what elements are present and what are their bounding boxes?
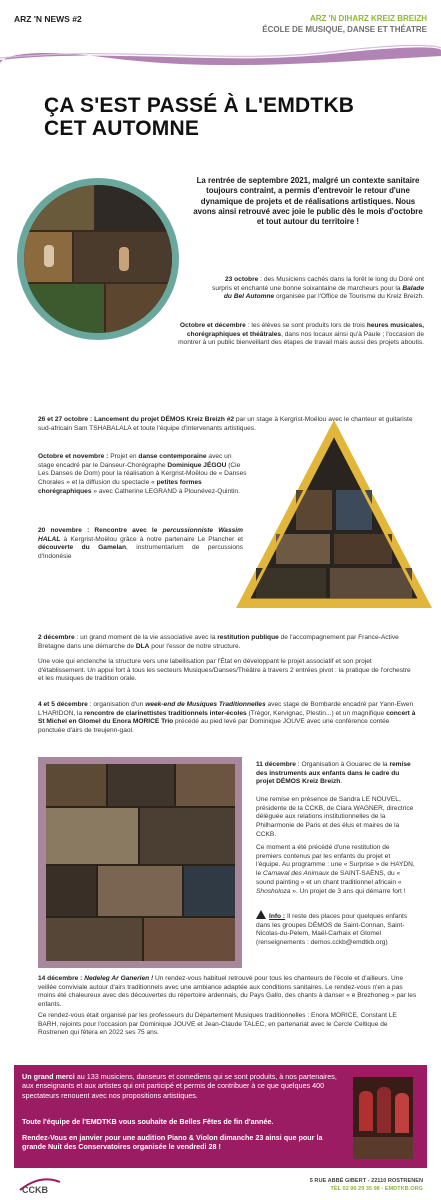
warning-icon (256, 910, 266, 919)
page-title (44, 94, 354, 140)
footer-contact: TÉL 02 96 29 35 98 - EMDTKB.ORG (330, 1186, 423, 1192)
dec45-text3: (Trégor, Kervignac, Plestin...) et un magnifique (246, 709, 387, 717)
cckb-logo (18, 1172, 62, 1196)
triangle-photo-collage (236, 420, 432, 608)
info-label: Info : (269, 913, 286, 920)
dec11-bold: remise des instruments aux enfants dans le cadre du projet DÉMOS Kreiz Breizh (256, 761, 411, 786)
org-subtitle: ÉCOLE DE MUSIQUE, DANSE ET THÉATRE (262, 25, 427, 34)
wishes-text: Toute l'équipe de l'EMDTKB vous souhaite de Belles Fêtes de fin d'année. (22, 1117, 274, 1126)
dec11-text: : Organisation à Gouarec de la (295, 761, 390, 768)
dance-text2: avec un stage encadré par le Danseur-Chorégraphe (38, 453, 232, 469)
info-text: Il reste des places pour quelques enfants dans les groupes DÉMOS de Saint-Connan, Saint-Nicolas-du-Pelem, Maël-Carhaix et Glomel (renseignements : demos.cckb@emdtkb.org) (256, 913, 408, 947)
footer-photo (353, 1077, 413, 1159)
dec11-paragraph-3 (256, 844, 416, 896)
dance-name: Dominique JÉGOU (167, 461, 227, 469)
dec45-date: 4 et 5 décembre (38, 701, 88, 708)
dec11-para3c: ». Un projet de 3 ans qui démarre fort ! (290, 887, 406, 895)
dance-text4: » avec Catherine LEGRAND à Plounévez-Quintin. (91, 487, 240, 495)
dec11-para3-italic-2: Shosholoza (256, 887, 291, 895)
dec2-text3: pour l'essor de notre structure. (149, 642, 241, 650)
oct23-paragraph (212, 276, 424, 302)
nov20-date: 20 novembre : Rencontre avec le (38, 527, 163, 534)
footer-address: 5 RUE ABBÉ GIBERT - 22110 ROSTRENEN (309, 1178, 423, 1184)
octdec-text: : les élèves se sont produits lors de trois (245, 322, 367, 329)
dec45-event: week-end de Musiques Traditionnelles (145, 701, 266, 708)
dec45-text4: précédé au pied levé par Dominique JOUVE avec une conférence contée ponctuée d'airs de treujenn-gaol. (38, 718, 390, 735)
issue-label: ARZ 'N NEWS #2 (14, 14, 82, 24)
dec2-text2: de l'accompagnement par France-Active Bretagne dans une démarche de (38, 634, 399, 650)
dec14-event: Nedeleg Ar Ganerien ! (84, 975, 154, 982)
nov20-text: à Kergrist-Moëlou grâce à notre partenaire Le Plancher et (60, 535, 243, 543)
dec2-text: : un grand moment de la vie associative avec la (74, 634, 218, 641)
logo-text: CCKB (22, 1185, 48, 1195)
collage-photos (46, 764, 235, 961)
thanks-paragraph (22, 1072, 347, 1100)
dec2-paragraph-2: Une voie qui enclenche la structure vers une labellisation par l'État en développant le projet associatif et son projet d'établissement. Un appui fort à tous les secteurs Musiques/Danses/Théâtre à travers 2 entrées pivot : la pratique de l'orchestre et les musiques de tradition orale. (38, 658, 411, 683)
demos-text: par un stage à Kergrist-Moëlou avec le chanteur et guitariste sud-africain Sam TSHABALALA et toute l'équipe d'intervenants artistiques. (38, 416, 413, 432)
dec2-bold2: DLA (135, 642, 150, 650)
octdec-paragraph (176, 322, 424, 348)
dance-text: Projet en (108, 453, 139, 460)
dec11-paragraph (256, 761, 416, 787)
nov20-paragraph (38, 527, 243, 562)
dance-paragraph (38, 453, 248, 497)
dec11-paragraph-2: Une remise en présence de Sandra LE NOUVEL, présidente de la CCKB, de Clara WAGNER, directrice déléguée aux relations institutionnelles de la Philharmonie de Paris et des élus et maires de la CCKB. (256, 796, 414, 838)
dance-date: Octobre et novembre : (38, 453, 109, 460)
dance-text3: (Cie Les Danses de Dom) pour la réalisation à Kergrist-Moëlou de « Danses Chorales » et la diffusion du spectacle « (38, 461, 247, 487)
dec11-para3b: de SAINT-SAËNS, du « sound painting » et un chant traditionnel africain « (256, 870, 402, 886)
dec45-paragraph (38, 701, 416, 736)
dec14-text: Un rendez-vous habituel retrouvé pour tous les chanteurs de l'école et d'ailleurs. Une veillée conviviale autour d'airs traditionnels avec une ambiance adaptée aux conditions sanitaires. Le rendez-vous n'en a pas moins été chaleureux avec des découvertes du répertoire ardennais, du Pays Gallo, des chants à danser « e Brezhoneg » par les enfants. (38, 975, 417, 1009)
dec2-date: 2 décembre (38, 634, 75, 641)
dec45-text2: avec stage de Bombarde encadré par Yann-Ewen L'HARIDON, la (38, 701, 414, 717)
dec2-bold: restitution publique (217, 634, 279, 641)
circle-photo-collage (24, 185, 172, 333)
info-paragraph (256, 910, 416, 948)
title-line-2: CET AUTOMNE (44, 117, 200, 140)
org-name: ARZ 'N DIHARZ KREIZ BREIZH (309, 14, 427, 23)
dec14-paragraph (38, 975, 418, 1010)
oct23-event: Balade du Bel Automne (223, 284, 424, 301)
thanks-text: au 133 musiciens, danseurs et comediens qui se sont produits, à nos partenaires, aux enseignants et aux artistes qui ont participé et permis de contribuer à ce que quelques 400 spectateurs renouent avec nos propositions artistiques. (22, 1072, 337, 1100)
oct23-text2: organisée par l'Office de Tourisme du Kreiz Breizh. (274, 293, 424, 301)
dec2-paragraph (38, 634, 416, 651)
dec11-text2: . (340, 778, 343, 786)
dec11-date: 11 décembre (256, 761, 296, 768)
nov20-role: percussionniste Wassim HALAL (38, 527, 243, 543)
dec11-para3a: Ce moment a été précédé d'une restitution de premiers contenus par les enfants du projet et l'équipe. Au programme : une « Surprise » de HAYDN, le (256, 844, 415, 878)
dec45-text: : organisation d'un (87, 701, 146, 708)
dec45-bold2: concert à St Michel en Glomel du Enora MORICE Trio (38, 709, 416, 726)
dec11-para3-italic: Carnaval des Animaux (262, 870, 330, 878)
octdec-text2: , dans nos locaux ainsi qu'à Paule ; l'occasion de montrer à un public bienveillant des étapes de travail mais aussi des projets aboutis. (178, 330, 424, 347)
oct23-text: : des Musiciens cachés dans la forêt le long du Doré ont surpris et enchanté une bonne soixantaine de marcheurs pour la (212, 276, 424, 292)
dec14-date: 14 décembre : (38, 975, 85, 982)
header-wave-divider (0, 44, 441, 68)
oct23-date: 23 octobre (224, 276, 259, 283)
dance-bold: danse contemporaine (138, 453, 207, 460)
title-line-1: ÇA S'EST PASSÉ À L'EMDTKB (44, 94, 355, 117)
intro-text: La rentrée de septembre 2021, malgré un contexte sanitaire toujours contraint, a permis d'entrevoir le retour d'une dynamique de projets et de réalisations artistiques. Nous avons ainsi retrouvé avec joie le public dès le mois d'octobre et tout autour du territoire ! (193, 176, 423, 227)
thanks-bold: Un grand merci (22, 1072, 75, 1081)
octdec-date: Octobre et décembre (179, 322, 246, 329)
nov20-bold: découverte du Gamelan (38, 544, 126, 552)
rdv-text: Rendez-Vous en janvier pour une audition Piano & Violon dimanche 23 ainsi que pour la grande Nuit des Conservatoires organisée le vendredi 28 ! (22, 1133, 323, 1152)
demos-date: 26 et 27 octobre : Lancement du projet DÉMOS Kreiz Breizh #2 (38, 416, 235, 423)
dec14-paragraph-2: Ce rendez-vous était organisé par les professeurs du Département Musiques traditionnelles : Enora MORICE, Constant LE BARH, rejoints pour l'occasion par Dominique JOUVE et Jean-Claude TALEC, en partenariat avec le Cercle Celtique de Rostrenen qui fêtera en 2022 ses 75 ans. (38, 1012, 397, 1037)
nov20-text2: , instrumentarium de percussions d'Indonésie (38, 544, 243, 561)
dec45-bold: rencontre de clarinettistes traditionnels inter-écoles (83, 709, 247, 717)
octdec-bold: heures musicales, chorégraphiques et théâtrales (186, 322, 424, 338)
dance-bold2: petites formes chorégraphiques (38, 479, 202, 495)
